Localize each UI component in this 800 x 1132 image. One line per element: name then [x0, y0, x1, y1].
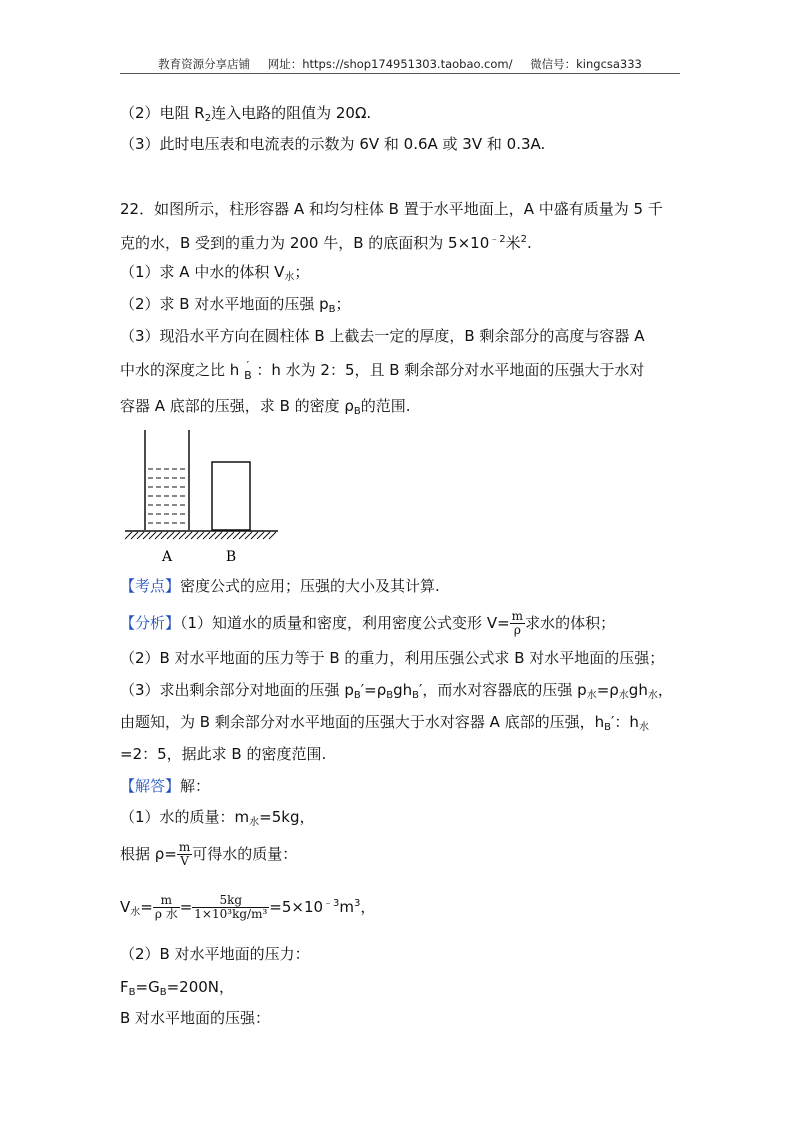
fraction-volume-calc: $\frac{5kg}{\text{1×10³kg/m³}}$	[194, 893, 268, 921]
question-part-1: （1）求 A 中水的体积 $V_水$；	[120, 263, 310, 283]
prev-answer-2: （2）电阻 $R_2$连入电路的阻值为 20Ω.	[120, 104, 372, 124]
container-and-cylinder-figure	[120, 425, 285, 575]
wechat-id: 微信号：kingcsa333	[530, 57, 642, 71]
fenxi-line-2: （2）B 对水平地面的压力等于 B 的重力，利用压强公式求 B 对水平地面的压强；	[120, 649, 665, 667]
fraction-m-over-v: $\frac{m}{V}$	[178, 840, 191, 868]
container-a	[145, 430, 189, 530]
solution-step-4: （2）B 对水平地面的压力：	[120, 945, 310, 963]
shop-url: 网址：https://shop174951303.taobao.com/	[267, 57, 513, 71]
solution-step-1: （1）水的质量：$m_水=5kg$，	[120, 808, 315, 828]
question-line-1: 22．如图所示，柱形容器 A 和均匀柱体 B 置于水平地面上，A 中盛有质量为 5 千	[120, 200, 663, 218]
question-part-3-line-3: 容器 A 底部的压强，求 B 的密度 $\rho_B$的范围.	[120, 397, 411, 417]
page-header	[120, 56, 680, 72]
shop-name: 教育资源分享店铺	[158, 57, 251, 71]
solution-step-6: B 对水平地面的压强：	[120, 1009, 271, 1027]
header-divider	[120, 73, 680, 74]
ground-hatching	[125, 531, 278, 539]
question-line-2: 克的水，B 受到的重力为 200 牛，B 的底面积为 $5\times 10^{﹣2}$米$^2$.	[120, 234, 532, 252]
question-part-3-line-1: （3）现沿水平方向在圆柱体 B 上截去一定的厚度，B 剩余部分的高度与容器 A	[120, 327, 645, 345]
jieda-line: 【解答】解：	[120, 777, 211, 795]
label-a: A	[161, 549, 173, 565]
solution-step-3: $V_水=$ $\frac{m}{\text{ρ 水}}$ = $\frac{5kg}{\text{1×10³kg/m³}}$ $=5\times 10^{﹣3}m^3$，	[120, 893, 376, 921]
question-part-2: （2）求 B 对水平地面的压强 $p_B$；	[120, 295, 351, 315]
fenxi-line-5: =2：5，据此求 B 的密度范围.	[120, 745, 327, 763]
solution-step-2: 根据 ρ= $\frac{m}{V}$ 可得水的质量：	[120, 840, 298, 868]
question-part-3-line-2: 中水的深度之比 h ′ B ：h 水为 2：5，且 B 剩余部分对水平地面的压强大于水对	[120, 358, 645, 382]
kaodian-line: 【考点】密度公式的应用；压强的大小及其计算.	[120, 577, 440, 595]
label-b: B	[225, 549, 237, 565]
fraction-m-over-rho: $\frac{m}{\rho}$	[511, 609, 524, 637]
fenxi-line-1: 【分析】（1）知道水的质量和密度，利用密度公式变形 V= $\frac{m}{\rho}$ 求水的体积；	[120, 609, 616, 637]
jieda-tag: 【解答】	[120, 777, 181, 795]
prev-answer-3: （3）此时电压表和电流表的示数为 6V 和 0.6A 或 3V 和 0.3A.	[120, 135, 546, 153]
kaodian-tag: 【考点】	[120, 577, 181, 595]
cylinder-b	[212, 462, 250, 530]
fenxi-tag: 【分析】	[120, 614, 181, 632]
fenxi-line-4: 由题知，为 B 剩余部分对水平地面的压强大于水对容器 A 底部的压强，$h_B'$：$h_水$	[120, 713, 649, 733]
solution-step-5: $F_B=G_B=200N$，	[120, 978, 235, 998]
fenxi-line-3: （3）求出剩余部分对地面的压强 $p_B'=\rho_Bgh_B'$，而水对容器底的压强 $p_水=\rho_水gh_水$，	[120, 681, 673, 701]
fraction-m-over-rho-water: $\frac{m}{\text{ρ 水}}$	[154, 893, 178, 921]
